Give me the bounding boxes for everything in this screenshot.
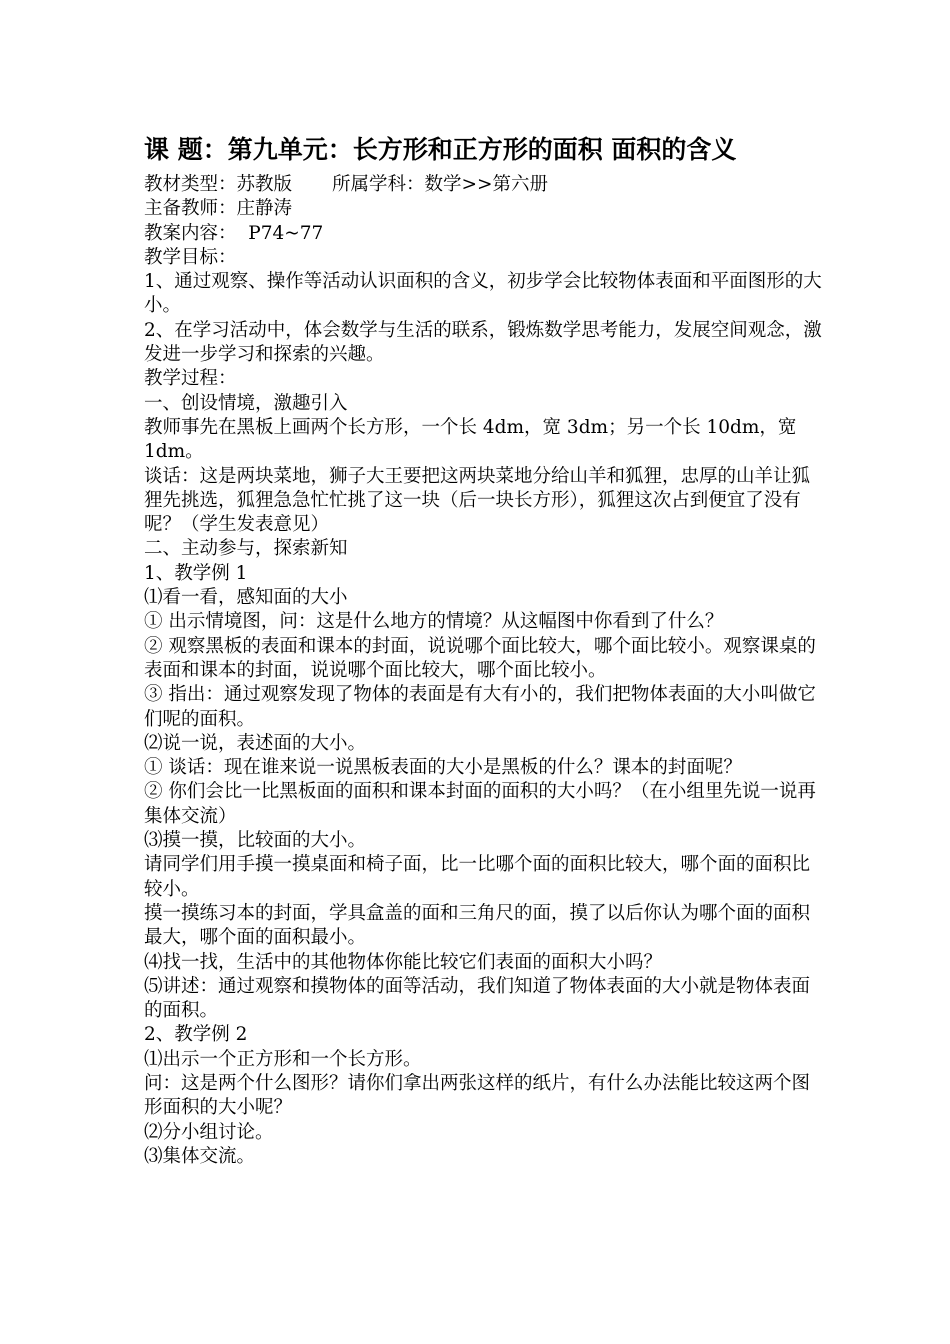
process-heading: 教学过程：: [144, 368, 237, 390]
process-paragraph: ② 观察黑板的表面和课本的封面，说说哪个面比较大，哪个面比较小。观察课桌的表面和课本的封面，说说哪个面比较大，哪个面比较小。: [144, 635, 816, 681]
process-paragraph: 问：这是两个什么图形？请你们拿出两张这样的纸片，有什么办法能比较这两个图形面积的大小呢？: [144, 1072, 811, 1119]
process-paragraph: ⑴看一看，感知面的大小: [144, 587, 348, 609]
process-paragraph: ⑴出示一个正方形和一个长方形。: [144, 1048, 422, 1070]
process-paragraph: ① 谈话：现在谁来说一说黑板表面的大小是黑板的什么？课本的封面呢？: [144, 757, 742, 779]
process-paragraph: ⑷找一找，生活中的其他物体你能比较它们表面的面积大小吗？: [144, 951, 663, 973]
process-paragraph: 1、教学例 1: [144, 562, 248, 584]
process-paragraph: 谈话：这是两块菜地，狮子大王要把这两块菜地分给山羊和狐狸，忠厚的山羊让狐狸先挑选，狐狸急急忙忙挑了这一块（后一块长方形），狐狸这次占到便宜了没有呢？（学生发表意见）: [144, 465, 811, 536]
process-paragraph: ② 你们会比一比黑板面的面积和课本封面的面积的大小吗？（在小组里先说一说再集体交流）: [144, 781, 816, 827]
textbook-type: 教材类型：苏教版: [144, 174, 293, 195]
process-paragraph: ① 出示情境图，问：这是什么地方的情境？从这幅图中你看到了什么？: [144, 611, 724, 633]
meta-line-1: [144, 173, 824, 197]
lesson-content: 教案内容： P74~77: [144, 222, 324, 244]
goal-item: 1、通过观察、操作等活动认识面积的含义，初步学会比较物体表面和平面图形的大小。: [144, 271, 822, 317]
process-paragraph: 摸一摸练习本的封面，学具盒盖的面和三角尺的面，摸了以后你认为哪个面的面积最大，哪个面的面积最小。: [144, 902, 811, 949]
process-paragraph: ⑶集体交流。: [144, 1145, 256, 1167]
document-body: [144, 173, 824, 1169]
document-page: [144, 132, 824, 1169]
process-paragraph: 一、创设情境，激趣引入: [144, 392, 348, 414]
process-paragraph: 教师事先在黑板上画两个长方形，一个长 4dm，宽 3dm；另一个长 10dm，宽 1dm。: [144, 416, 797, 463]
process-paragraph: ⑸讲述：通过观察和摸物体的面等活动，我们知道了物体表面的大小就是物体表面的面积。: [144, 975, 811, 1022]
process-paragraph: 请同学们用手摸一摸桌面和椅子面，比一比哪个面的面积比较大，哪个面的面积比较小。: [144, 854, 811, 900]
subject: 所属学科：数学>>第六册: [332, 174, 549, 195]
goal-item: 2、在学习活动中，体会数学与生活的联系，锻炼数学思考能力，发展空间观念，激发进一步学习和探索的兴趣。: [144, 319, 822, 366]
process-paragraph: ③ 指出：通过观察发现了物体的表面是有大有小的，我们把物体表面的大小叫做它们呢的面积。: [144, 684, 816, 730]
process-paragraph: 二、主动参与，探索新知: [144, 538, 348, 560]
teacher: 主备教师：庄静涛: [144, 198, 293, 220]
process-paragraph: ⑵说一说，表述面的大小。: [144, 732, 367, 754]
lesson-title: 课 题：第九单元：长方形和正方形的面积 面积的含义: [144, 135, 737, 164]
goals-heading: 教学目标：: [144, 246, 237, 268]
process-paragraph: ⑶摸一摸，比较面的大小。: [144, 830, 367, 852]
process-paragraph: 2、教学例 2: [144, 1024, 248, 1046]
process-paragraph: ⑵分小组讨论。: [144, 1121, 274, 1143]
